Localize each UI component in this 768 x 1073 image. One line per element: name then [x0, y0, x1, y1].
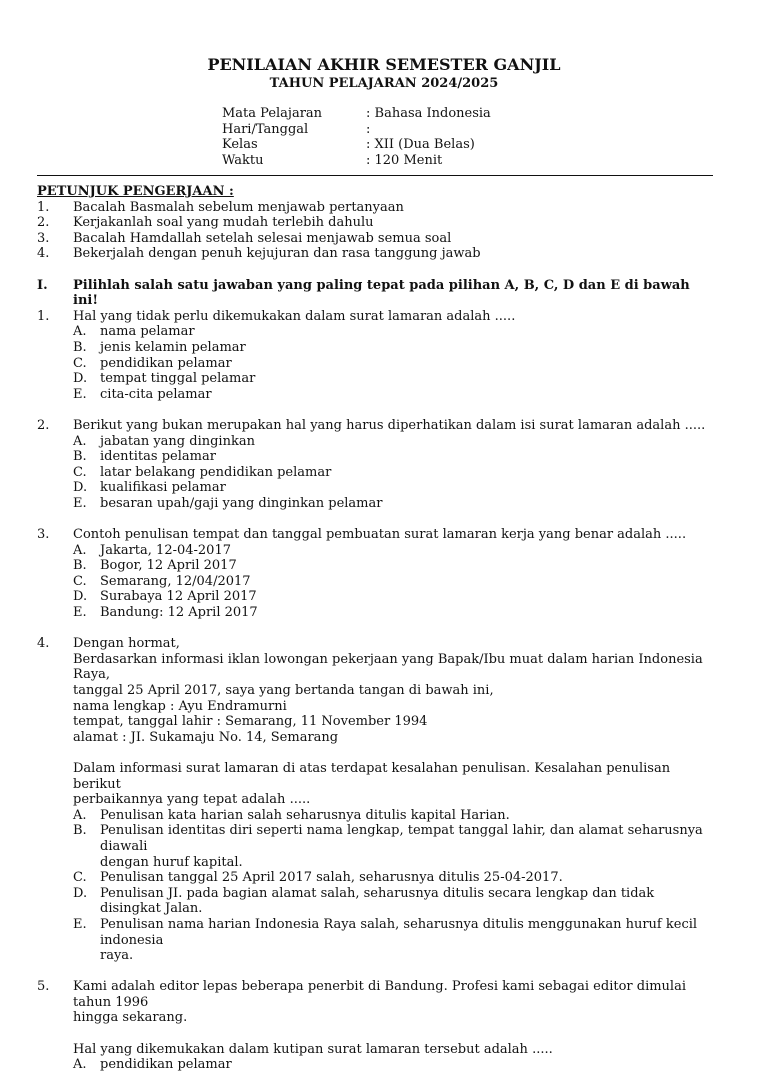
option-b: [73, 823, 717, 870]
option-text: identitas pelamar: [100, 449, 216, 465]
info-row: [222, 137, 491, 153]
header-divider: [37, 175, 713, 176]
option-letter: D.: [73, 480, 88, 496]
option-a: [73, 808, 717, 824]
option-letter: E.: [73, 916, 87, 932]
instruction-number: 4.: [37, 246, 50, 262]
option-text: besaran upah/gaji yang dinginkan pelamar: [100, 495, 383, 511]
option-letter: A.: [73, 542, 87, 558]
option-letter: E.: [73, 605, 87, 621]
option-d: [73, 371, 717, 387]
option-letter: B.: [73, 558, 87, 574]
question-1: [37, 309, 717, 403]
excerpt-line: Berdasarkan informasi iklan lowongan pekerjaan yang Bapak/Ibu muat dalam harian Indonesia Raya,: [73, 651, 703, 683]
option-text: latar belakang pendidikan pelamar: [100, 464, 332, 480]
option-e: [73, 387, 717, 403]
option-text: nama pelamar: [100, 324, 195, 340]
info-label: Waktu: [222, 152, 264, 168]
options-list: [73, 808, 717, 964]
exam-body: [37, 184, 717, 1073]
excerpt-line: hingga sekarang.: [73, 1010, 188, 1026]
question-number: 4.: [37, 636, 50, 652]
excerpt-line: Dengan hormat,: [73, 636, 180, 652]
info-row: [222, 122, 491, 138]
option-text: Penulisan kata harian salah seharusnya ditulis kapital Harian.: [100, 807, 510, 823]
question-number: 3.: [37, 527, 50, 543]
info-row: [222, 106, 491, 122]
excerpt-line: alamat : JI. Sukamaju No. 14, Semarang: [73, 729, 339, 745]
options-list: [73, 1057, 717, 1073]
option-a: [73, 1057, 717, 1073]
option-c: [73, 356, 717, 372]
option-letter: A.: [73, 433, 87, 449]
option-e: [73, 605, 717, 621]
option-text: Surabaya 12 April 2017: [100, 589, 257, 605]
option-d: [73, 589, 717, 605]
option-text-line: dengan huruf kapital.: [100, 854, 243, 870]
option-d: [73, 886, 717, 917]
info-value: : 120 Menit: [366, 152, 443, 168]
option-letter: D.: [73, 885, 88, 901]
question-4: [37, 636, 717, 963]
question-3: [37, 527, 717, 621]
exam-info: [222, 106, 491, 168]
info-label: Mata Pelajaran: [222, 106, 323, 121]
question-text: Contoh penulisan tempat dan tanggal pembuatan surat lamaran kerja yang benar adalah .....: [73, 527, 687, 543]
excerpt-line: Kami adalah editor lepas beberapa penerbit di Bandung. Profesi kami sebagai editor dimulai tahun 1996: [73, 979, 686, 1010]
option-a: [73, 434, 717, 450]
option-b: [73, 558, 717, 574]
question-number: 1.: [37, 308, 50, 324]
option-letter: E.: [73, 386, 87, 402]
option-text: [100, 917, 717, 964]
letter-excerpt: [73, 636, 717, 808]
options-list: [73, 324, 717, 402]
question-line: Dalam informasi surat lamaran di atas terdapat kesalahan penulisan. Kesalahan penulisan berikut: [73, 760, 671, 792]
option-text-line: Penulisan identitas diri seperti nama lengkap, tempat tanggal lahir, dan alamat seharusnya diawali: [100, 823, 703, 854]
option-letter: C.: [73, 355, 87, 371]
option-a: [73, 543, 717, 559]
option-a: [73, 324, 717, 340]
excerpt-line: nama lengkap : Ayu Endramurni: [73, 698, 287, 714]
info-label: Kelas: [222, 137, 258, 153]
option-letter: D.: [73, 371, 88, 387]
instruction-number: 1.: [37, 199, 50, 215]
option-text: cita-cita pelamar: [100, 386, 212, 402]
option-letter: C.: [73, 870, 87, 886]
option-letter: D.: [73, 589, 88, 605]
question-5: [37, 979, 717, 1073]
question-text: Hal yang tidak perlu dikemukakan dalam surat lamaran adalah .....: [73, 308, 516, 324]
section-text: Pilihlah salah satu jawaban yang paling tepat pada pilihan A, B, C, D dan E di bawah ini!: [73, 277, 690, 309]
instruction-item: [37, 215, 717, 231]
info-value: : Bahasa Indonesia: [366, 106, 491, 121]
option-text: Bogor, 12 April 2017: [100, 558, 237, 574]
info-value: : XII (Dua Belas): [366, 137, 475, 153]
question-text: [73, 1042, 717, 1058]
option-letter: C.: [73, 464, 87, 480]
option-letter: A.: [73, 324, 87, 340]
option-letter: A.: [73, 1057, 87, 1073]
instruction-item: [37, 231, 717, 247]
option-text: Semarang, 12/04/2017: [100, 573, 251, 589]
options-list: [73, 543, 717, 621]
option-letter: B.: [73, 339, 87, 355]
option-text: jenis kelamin pelamar: [100, 339, 246, 355]
exam-subtitle: TAHUN PELAJARAN 2024/2025: [269, 76, 499, 91]
option-c: [73, 870, 717, 886]
instruction-number: 3.: [37, 230, 50, 246]
excerpt-line: tempat, tanggal lahir : Semarang, 11 November 1994: [73, 714, 428, 730]
question-number: 5.: [37, 979, 50, 995]
question-line: perbaikannya yang tepat adalah .....: [73, 792, 311, 808]
instructions-heading: PETUNJUK PENGERJAAN :: [37, 184, 234, 199]
instruction-item: [37, 200, 717, 216]
options-list: [73, 434, 717, 512]
option-text: Bandung: 12 April 2017: [100, 605, 258, 621]
option-text: pendidikan pelamar: [100, 1057, 232, 1073]
option-text-line: raya.: [100, 948, 134, 964]
instruction-item: [37, 246, 717, 262]
option-c: [73, 574, 717, 590]
question-number: 2.: [37, 417, 50, 433]
info-row: [222, 153, 491, 169]
instruction-text: Bacalah Basmalah sebelum menjawab pertanyaan: [73, 199, 404, 215]
info-value: :: [366, 121, 371, 137]
info-label: Hari/Tanggal: [222, 121, 309, 137]
option-letter: B.: [73, 823, 87, 839]
instruction-text: Kerjakanlah soal yang mudah terlebih dahulu: [73, 215, 374, 231]
instruction-text: Bacalah Hamdallah setelah selesai menjawab semua soal: [73, 230, 452, 246]
question-text: [73, 761, 717, 808]
question-2: [37, 418, 717, 512]
option-b: [73, 340, 717, 356]
section-number: I.: [37, 277, 48, 293]
option-text: pendidikan pelamar: [100, 355, 232, 371]
option-c: [73, 465, 717, 481]
option-text: [100, 823, 717, 870]
option-letter: A.: [73, 807, 87, 823]
option-text: jabatan yang dinginkan: [100, 433, 255, 449]
option-text: Jakarta, 12-04-2017: [100, 542, 231, 558]
instruction-number: 2.: [37, 215, 50, 231]
option-letter: B.: [73, 449, 87, 465]
option-b: [73, 449, 717, 465]
option-letter: E.: [73, 495, 87, 511]
option-e: [73, 496, 717, 512]
option-text: tempat tinggal pelamar: [100, 371, 256, 387]
question-line: Hal yang dikemukakan dalam kutipan surat lamaran tersebut adalah .....: [73, 1041, 553, 1057]
excerpt-line: tanggal 25 April 2017, saya yang bertanda tangan di bawah ini,: [73, 683, 494, 698]
instruction-text: Bekerjalah dengan penuh kejujuran dan rasa tanggung jawab: [73, 246, 481, 262]
option-letter: C.: [73, 573, 87, 589]
option-text: kualifikasi pelamar: [100, 480, 226, 496]
exam-title: PENILAIAN AKHIR SEMESTER GANJIL: [207, 55, 561, 74]
question-text: Berikut yang bukan merupakan hal yang harus diperhatikan dalam isi surat lamaran adalah .....: [73, 417, 706, 433]
section-heading: [37, 278, 717, 309]
option-text: Penulisan tanggal 25 April 2017 salah, seharusnya ditulis 25-04-2017.: [100, 870, 563, 886]
letter-excerpt: [73, 979, 717, 1057]
option-d: [73, 480, 717, 496]
option-e: [73, 917, 717, 964]
option-text-line: Penulisan nama harian Indonesia Raya salah, seharusnya ditulis menggunakan huruf kecil indonesia: [100, 916, 698, 948]
option-text: Penulisan JI. pada bagian alamat salah, seharusnya ditulis secara lengkap dan tidak disingkat Jalan.: [100, 885, 655, 917]
